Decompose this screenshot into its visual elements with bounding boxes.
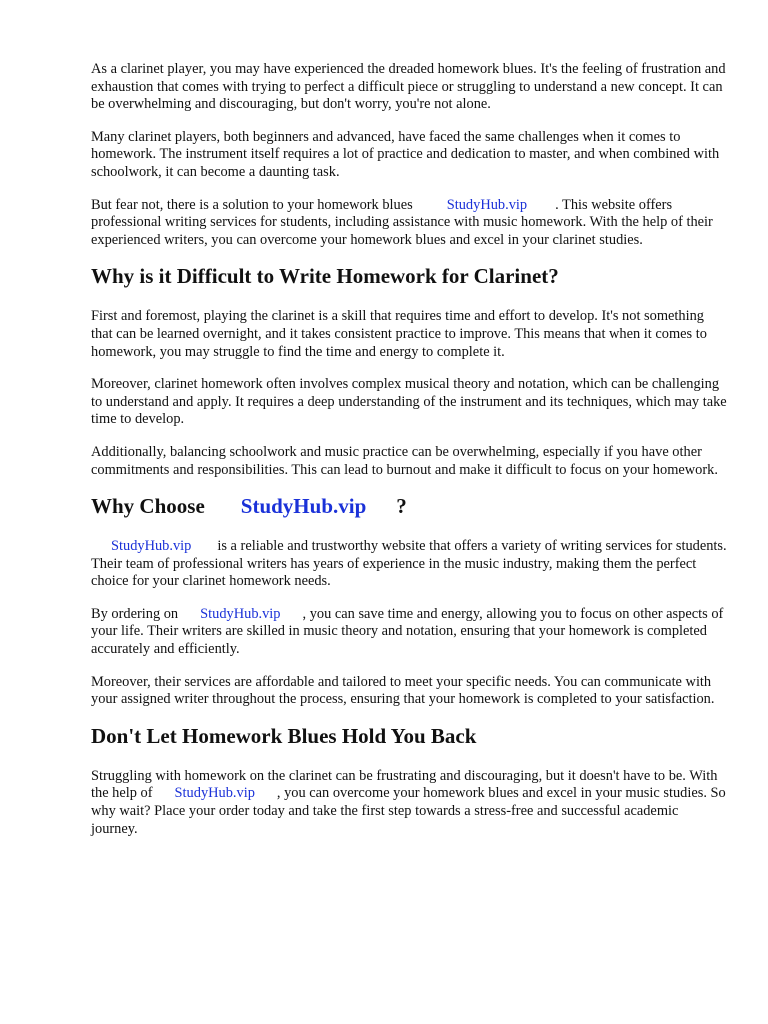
why-choose-paragraph-2: By ordering on StudyHub.vip , you can save time and energy, allowing you to focus on other aspects of your life. Their writers are skilled in music theory and notation, ensuring that your homework is completed accurately and efficiently. (91, 605, 724, 658)
section-heading-difficulty: Why is it Difficult to Write Homework for Clarinet? (91, 264, 559, 289)
studyhub-link[interactable]: StudyHub.vip (174, 785, 255, 802)
intro-paragraph-3: But fear not, there is a solution to your homework blues StudyHub.vip . This website offers professional writing services for students, including assistance with music homework. With the help of their experienced writers, you can overcome your homework blues and excel in your clarinet studies. (91, 196, 713, 248)
hold-back-paragraph-1: Struggling with homework on the clarinet can be frustrating and discouraging, but it doesn't have to be. With the help of StudyHub.vip , you can overcome your homework blues and excel in your music studies. So why wait? Place your order today and take the first step towards a stress-free and successful academic journey. (91, 767, 726, 837)
difficulty-paragraph-2: Moreover, clarinet homework often involves complex musical theory and notation, which can be challenging to understand and apply. It requires a deep understanding of the instrument and its techniques, which may take time to develop. (91, 376, 727, 428)
difficulty-paragraph-1: First and foremost, playing the clarinet is a skill that requires time and effort to develop. It's not something that can be learned overnight, and it takes consistent practice to improve. This means that when it comes to homework, you may struggle to find the time and energy to complete it. (91, 308, 707, 360)
section-heading-why-choose: Why Choose StudyHub.vip ? (91, 494, 407, 519)
section-heading-hold-back: Don't Let Homework Blues Hold You Back (91, 723, 477, 748)
intro-paragraph-2: Many clarinet players, both beginners and advanced, have faced the same challenges when it comes to homework. The instrument itself requires a lot of practice and dedication to master, and when combined with schoolwork, it can become a daunting task. (91, 128, 720, 180)
studyhub-link[interactable]: StudyHub.vip (200, 605, 281, 622)
why-choose-paragraph-3: Moreover, their services are affordable and tailored to meet your specific needs. You can communicate with your assigned writer throughout the process, ensuring that your homework is completed to your satisfaction. (91, 673, 715, 708)
intro-paragraph-1: As a clarinet player, you may have experienced the dreaded homework blues. It's the feeling of frustration and exhaustion that comes with trying to perfect a difficult piece or struggling to understand a new concept. It can be overwhelming and discouraging, but don't worry, you're not alone. (91, 61, 726, 113)
studyhub-link[interactable]: StudyHub.vip (446, 196, 528, 213)
studyhub-heading-link[interactable]: StudyHub.vip (240, 494, 367, 519)
difficulty-paragraph-3: Additionally, balancing schoolwork and music practice can be overwhelming, especially if you have other commitments and responsibilities. This can lead to burnout and make it difficult to focus on your homework. (91, 443, 718, 478)
why-choose-paragraph-1: StudyHub.vip is a reliable and trustworthy website that offers a variety of writing services for students. Their team of professional writers has years of experience in the music industry, making them the perfect choice for your clarinet homework needs. (91, 538, 727, 590)
studyhub-link[interactable]: StudyHub.vip (111, 538, 192, 555)
